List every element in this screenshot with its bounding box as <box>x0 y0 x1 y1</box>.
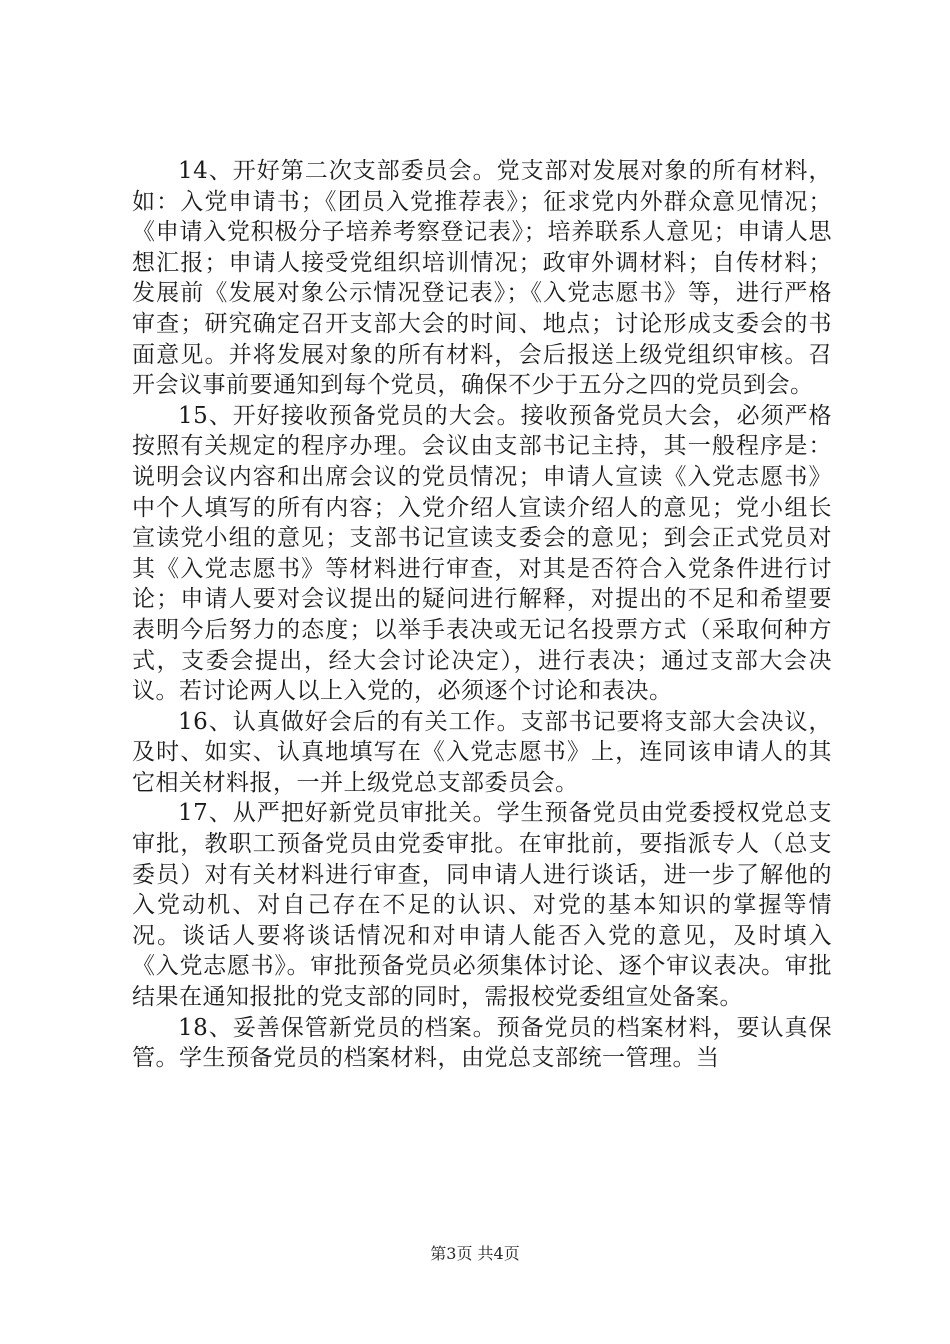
document-body <box>132 156 832 1074</box>
paragraph-16: 16、认真做好会后的有关工作。支部书记要将支部大会决议，及时、如实、认真地填写在《入党志愿书》上，连同该申请人的其它相关材料报，一并上级党总支部委员会。 <box>132 708 832 796</box>
paragraph-14: 14、开好第二次支部委员会。党支部对发展对象的所有材料，如：入党申请书；《团员入党推荐表》；征求党内外群众意见情况；《申请入党积极分子培养考察登记表》；培养联系人意见；申请人思想汇报；申请人接受党组织培训情况；政审外调材料；自传材料；发展前《发展对象公示情况登记表》；《入党志愿书》等，进行严格审查；研究确定召开支部大会的时间、地点；讨论形成支委会的书面意见。并将发展对象的所有材料，会后报送上级党组织审核。召开会议事前要通知到每个党员，确保不少于五分之四的党员到会。 <box>132 158 832 399</box>
paragraph-18: 18、妥善保管新党员的档案。预备党员的档案材料，要认真保管。学生预备党员的档案材料，由党总支部统一管理。当 <box>132 1014 832 1072</box>
paragraph-15: 15、开好接收预备党员的大会。接收预备党员大会，必须严格按照有关规定的程序办理。会议由支部书记主持，其一般程序是：说明会议内容和出席会议的党员情况；申请人宣读《入党志愿书》中个人填写的所有内容；入党介绍人宣读介绍人的意见；党小组长宣读党小组的意见；支部书记宣读支委会的意见；到会正式党员对其《入党志愿书》等材料进行审查，对其是否符合入党条件进行讨论；申请人要对会议提出的疑问进行解释，对提出的不足和希望要表明今后努力的态度；以举手表决或无记名投票方式（采取何种方式，支委会提出，经大会讨论决定），进行表决；通过支部大会决议。若讨论两人以上入党的，必须逐个讨论和表决。 <box>132 402 832 705</box>
paragraph-17: 17、从严把好新党员审批关。学生预备党员由党委授权党总支审批，教职工预备党员由党委审批。在审批前，要指派专人（总支委员）对有关材料进行审查，同申请人进行谈话，进一步了解他的入党动机、对自己存在不足的认识、对党的基本知识的掌握等情况。谈话人要将谈话情况和对申请人能否入党的意见，及时填入《入党志愿书》。审批预备党员必须集体讨论、逐个审议表决。审批结果在通知报批的党支部的同时，需报校党委组宣处备案。 <box>132 800 832 1011</box>
page-footer <box>0 1244 950 1264</box>
page-number: 第3页 共4页 <box>430 1244 520 1263</box>
